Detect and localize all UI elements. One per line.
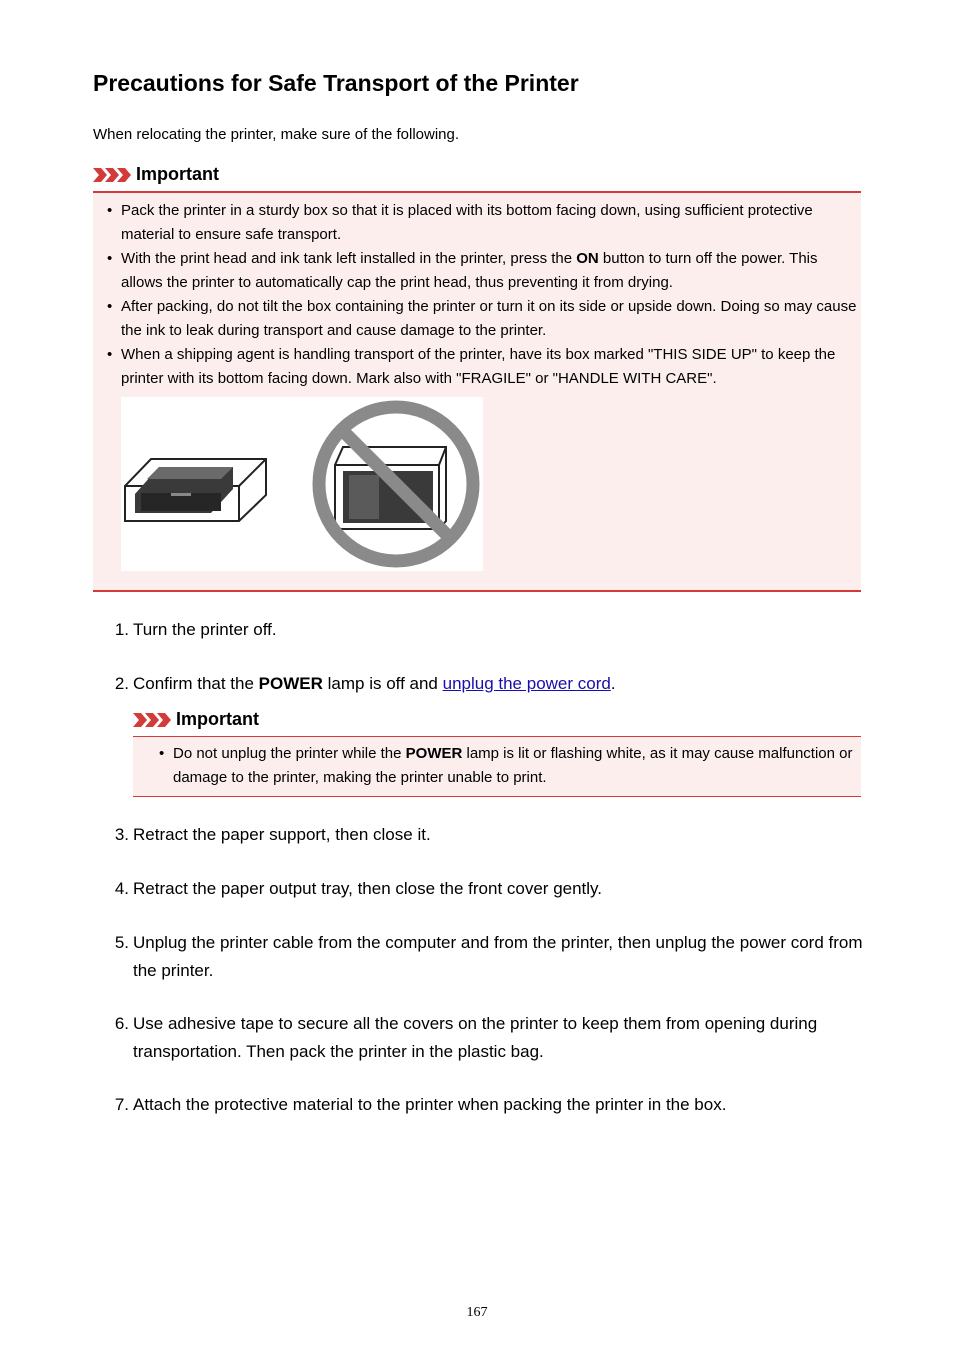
important-label: Important bbox=[136, 164, 219, 184]
important-list bbox=[133, 742, 861, 790]
power-lamp-label: POWER bbox=[405, 745, 463, 762]
important-item: • With the print head and ink tank left installed in the printer, press the ON button to turn off the power. This allows the printer to automatically cap the print head, thus preventing it from drying. bbox=[93, 247, 861, 295]
printer-box-orientation-icon bbox=[121, 397, 483, 571]
important-box bbox=[93, 191, 861, 592]
important-label: Important bbox=[176, 709, 259, 729]
important-list bbox=[93, 199, 861, 391]
on-button-label: ON bbox=[576, 250, 599, 267]
page-number: 167 bbox=[466, 1305, 488, 1320]
important-item: • Do not unplug the printer while the POWER lamp is lit or flashing white, as it may cause malfunction or damage to the printer, making the printer unable to print. bbox=[133, 742, 861, 790]
important-item: • After packing, do not tilt the box containing the printer or turn it on its side or upside down. Doing so may cause the ink to leak during transport and cause damage to the printer. bbox=[93, 295, 861, 343]
unplug-power-cord-link[interactable]: unplug the power cord bbox=[442, 674, 611, 693]
important-box bbox=[133, 736, 861, 797]
important-heading bbox=[133, 709, 259, 730]
power-lamp-label: POWER bbox=[258, 674, 323, 693]
important-item: • Pack the printer in a sturdy box so that it is placed with its bottom facing down, using sufficient protective material to ensure safe transport. bbox=[93, 199, 861, 247]
manual-page: Precautions for Safe Transport of the Printer When relocating the printer, make sure of the following. Important • Pack the printer in a sturdy box so that it is placed with its bottom facing down, using sufficient protective material to ensure safe transport. • With the print head and ink tank left installed in the printer, press the ON button to turn off the power. This allows the printer to automatically cap the print head, thus preventing it from drying. • After packing, do not tilt the box containing the printer or turn it on its side or upside down. Doing so may cause the ink to leak during transport and cause damage to the printer. • When a shipping agent is handling transport of the printer, have its box marked "THIS SIDE UP" to keep the printer with its bottom facing down. Mark also with "FRAGILE" or "HANDLE WITH CARE". 1. Turn the printer off. 2. Confirm that the POWER lamp is off and unplug the power cord. 3. Retract the paper support, then close it. 4. Retract the paper output tray, then close the front cover gently. 5. Unplug the printer cable from the computer and from the printer, then unplug the power cord from the printer. 6. Use adhesive tape to secure all the covers on the printer to keep them from opening during transportation. Then pack the printer in the plastic bag. 7. Attach the protective material to the printer when packing the printer in the box. Important • Do not unplug the printer while the POWER lamp is lit or flashing white, as it may cause malfunction or damage to the printer, making the printer unable to print. 167 bbox=[0, 0, 954, 1350]
important-chevrons-icon bbox=[93, 167, 131, 183]
intro-text: When relocating the printer, make sure of the following. bbox=[93, 126, 460, 143]
page-title: Precautions for Safe Transport of the Printer bbox=[93, 70, 579, 96]
important-item: • When a shipping agent is handling transport of the printer, have its box marked "THIS SIDE UP" to keep the printer with its bottom facing down. Mark also with "FRAGILE" or "HANDLE WITH CARE". bbox=[93, 343, 861, 391]
important-heading bbox=[93, 164, 219, 185]
important-chevrons-icon bbox=[133, 712, 171, 728]
